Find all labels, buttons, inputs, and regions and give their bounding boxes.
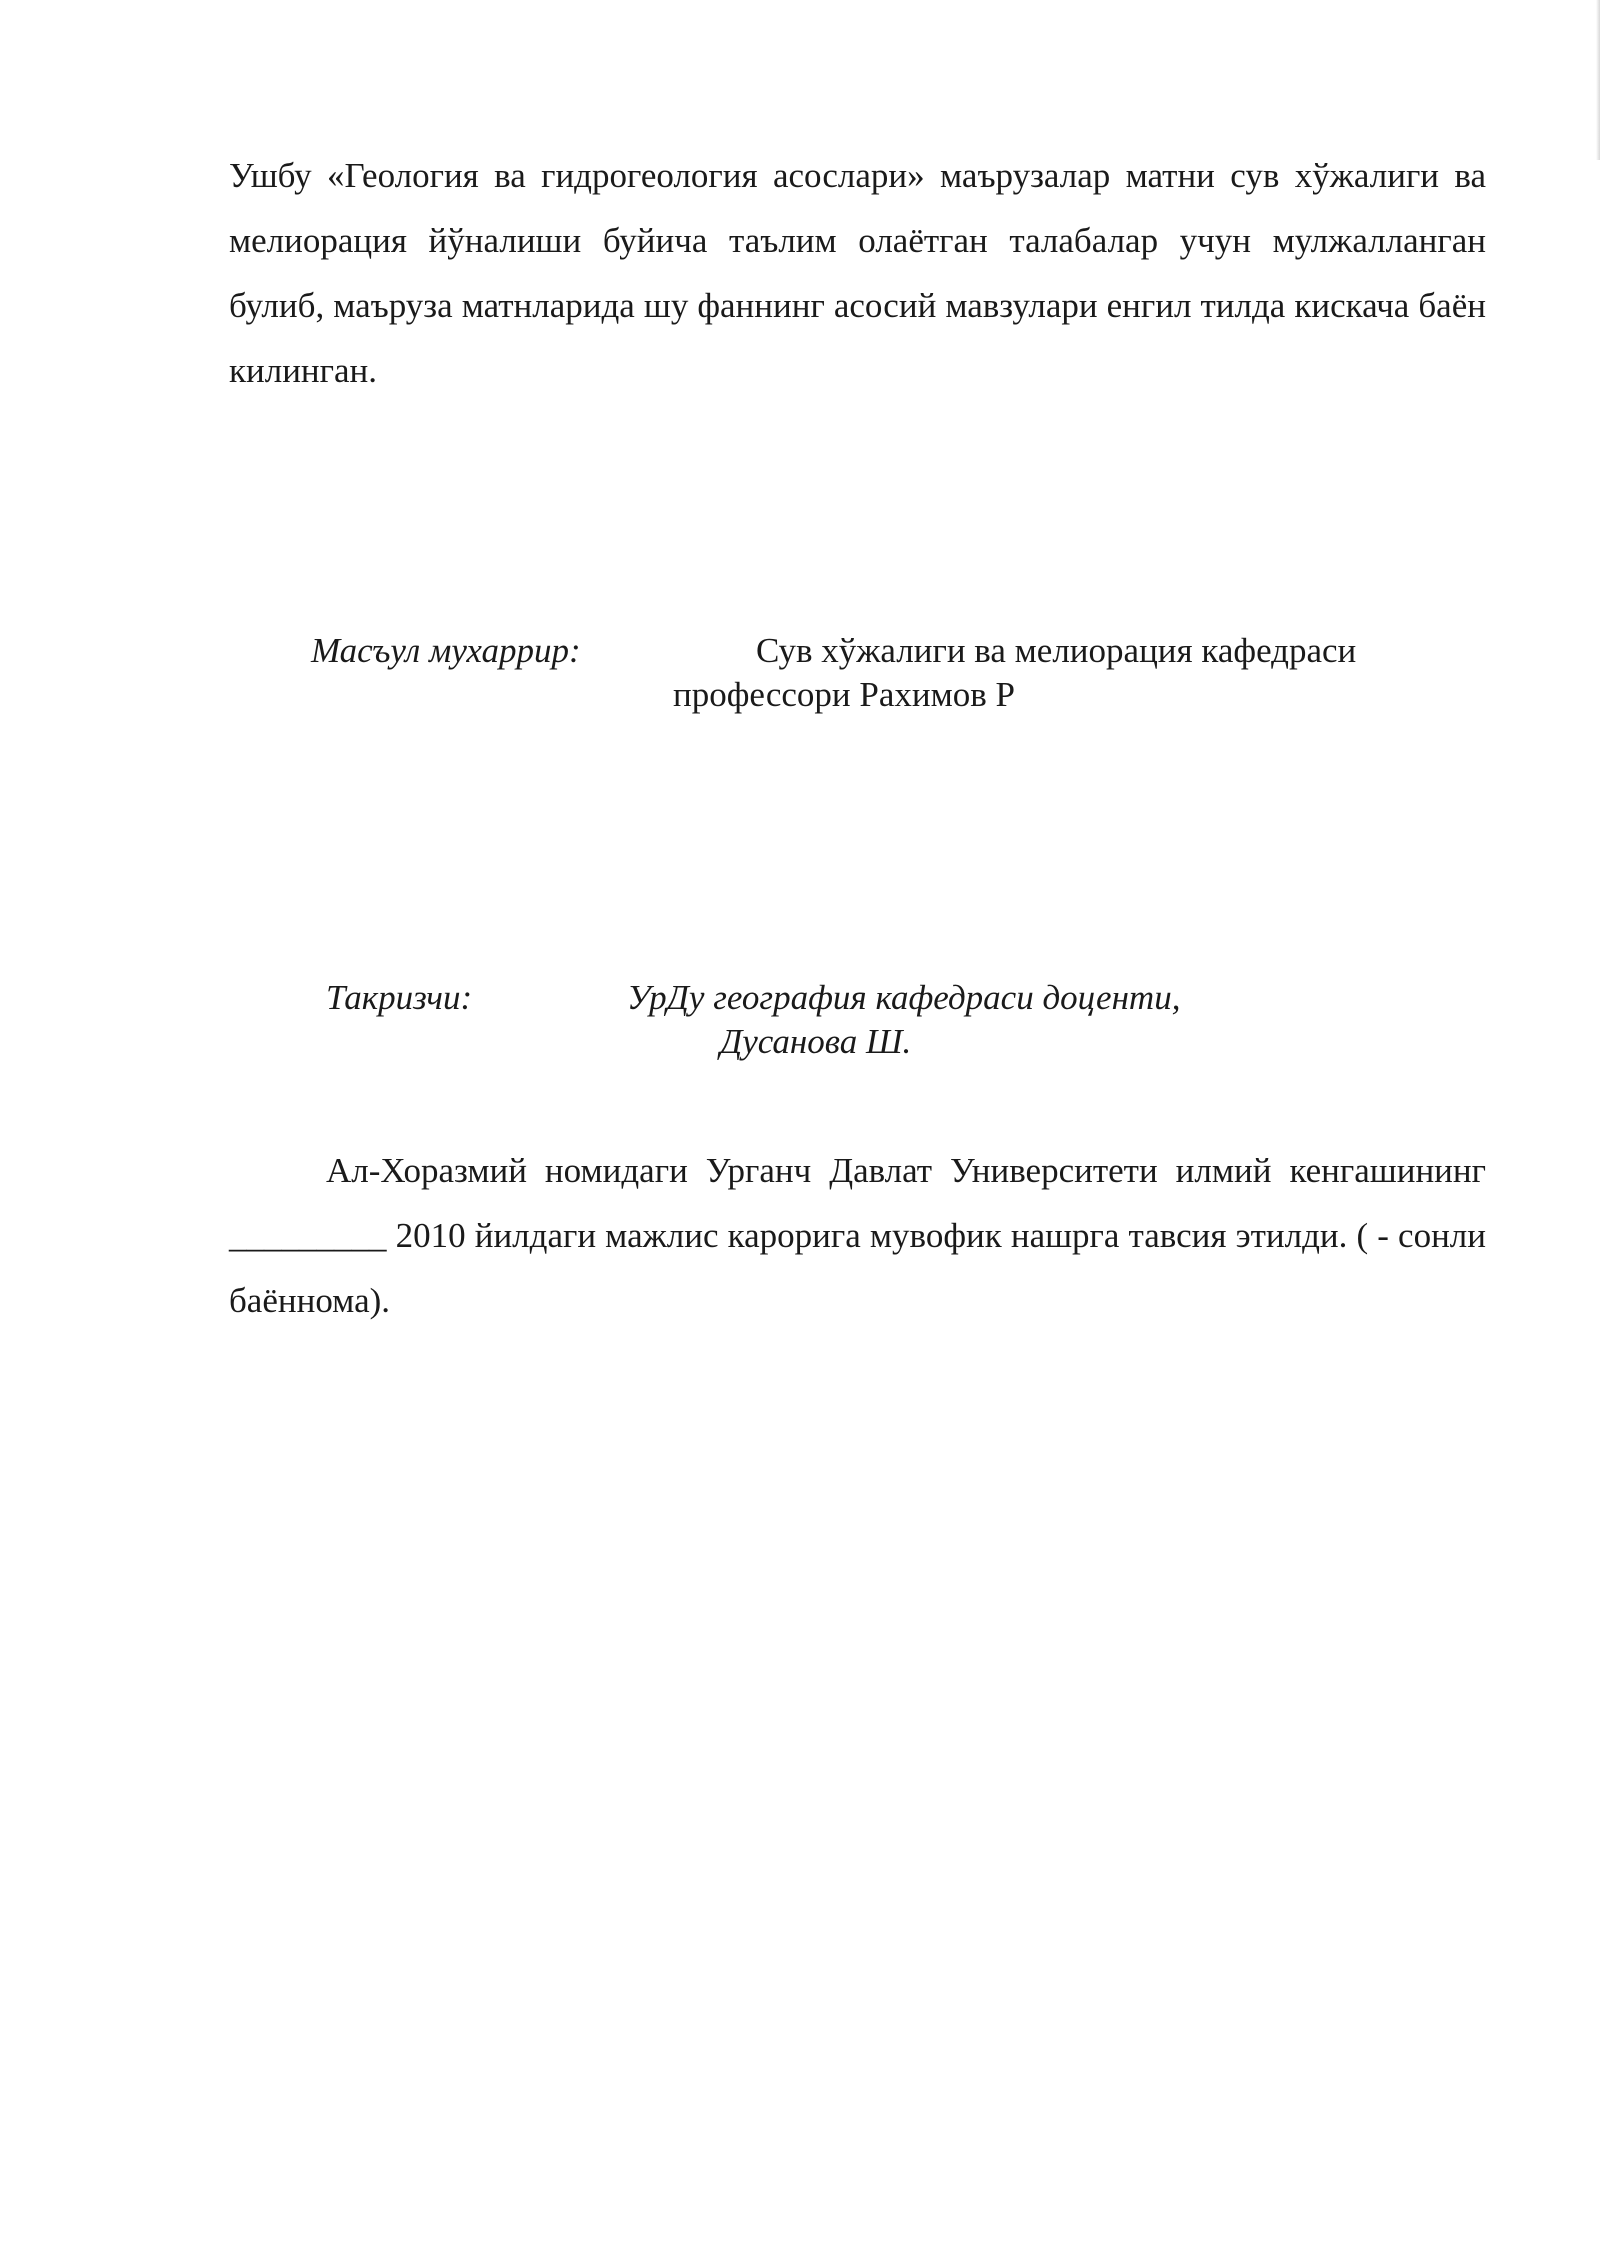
page-edge-shadow — [1596, 0, 1600, 160]
editor-line-1: Сув хўжалиги ва мелиорация кафедраси — [756, 631, 1357, 670]
reviewer-line-2: Дусанова Ш. — [720, 1022, 912, 1061]
reviewer-label: Такризчи: — [326, 978, 473, 1017]
reviewer-line-1: УрДу география кафедраси доценти, — [627, 978, 1181, 1017]
editor-line-2: профессори Рахимов Р — [673, 675, 1015, 714]
approval-paragraph: Ал-Хоразмий номидаги Урганч Давлат Университети илмий кенгашининг _________ 2010 йилдаги мажлис карорига мувофик нашрга тавсия этилди. ( - сонли баённома). — [229, 1151, 1486, 1320]
editor-label: Масъул мухаррир: — [311, 631, 581, 670]
intro-paragraph: Ушбу «Геология ва гидрогеология асослари» маърузалар матни сув хўжалиги ва мелиорация йўналиши буйича таълим олаётган талабалар учун мулжалланган булиб, маъруза матнларида шу фаннинг асосий мавзулари енгил тилда кискача баён килинган. — [229, 156, 1486, 390]
